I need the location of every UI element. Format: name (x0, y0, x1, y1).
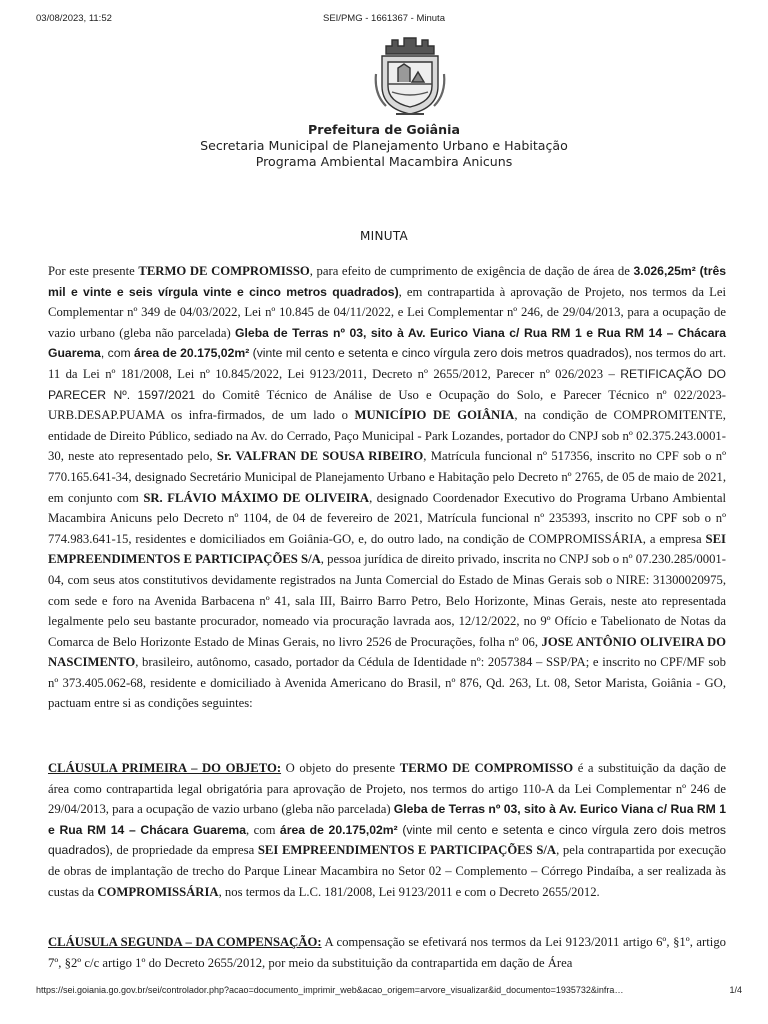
organization-name: Prefeitura de Goiânia (308, 122, 460, 137)
document-url: https://sei.goiania.go.gov.br/sei/controlador.php?acao=documento_imprimir_web&acao_origem=arvore_visualizar&id_documento=1935732&infra… (36, 985, 624, 995)
print-datetime: 03/08/2023, 11:52 (36, 13, 112, 24)
page-number: 1/4 (729, 985, 742, 995)
document-reference: SEI/PMG - 1661367 - Minuta (323, 13, 445, 24)
program-name: Programa Ambiental Macambira Anicuns (255, 154, 513, 169)
print-footer (36, 985, 742, 995)
clause-first-paragraph: CLÁUSULA PRIMEIRA – DO OBJETO: O objeto do presente TERMO DE COMPROMISSO é a substituição da dação de área como contrapartida legal obrigatória para aprovação de Projeto, nos termos do artigo 110-A da Lei Complementar nº 246 de 29/04/2013, para a ocupação de vazio urbano (gleba não parcelada) Gleba de Terras nº 03, sito à Av. Eurico Viana c/ Rua RM 1 e Rua RM 14 – Chácara Guarema, com área de 20.175,02m² (vinte mil cento e setenta e cinco vírgula zero dois metros quadrados), de propriedade da empresa SEI EMPREENDIMENTOS E PARTICIPAÇÕES S/A, pela contrapartida por execução de obras de implantação de trecho do Parque Linear Macambira no Setor 02 – Complemento – Córrego Pindaíba, a ser realizada às custas da COMPROMISSÁRIA, nos termos da L.C. 181/2008, Lei 9123/2011 e com o Decreto 2655/2012. (48, 761, 727, 899)
city-coat-of-arms-icon (372, 34, 448, 118)
clause-first-heading: CLÁUSULA PRIMEIRA – DO OBJETO: (48, 761, 282, 775)
secretariat-name: Secretaria Municipal de Planejamento Urbano e Habitação (200, 138, 568, 153)
preamble-paragraph: Por este presente TERMO DE COMPROMISSO, para efeito de cumprimento de exigência de dação de área de 3.026,25m² (três mil e vinte e seis vírgula vinte e cinco metros quadrados), em contrapartida à aprovação de Projeto, nos termos da Lei Complementar nº 349 de 04/03/2022, Lei nº 10.845 de 04/11/2022, e Lei Complementar nº 246, de 29/04/2013, para a ocupação de vazio urbano (gleba não parcelada) Gleba de Terras nº 03, sito à Av. Eurico Viana c/ Rua RM 1 e Rua RM 14 – Chácara Guarema, com área de 20.175,02m² (vinte mil cento e setenta e cinco vírgula zero dois metros quadrados), nos termos do art. 11 da Lei nº 181/2008, Lei nº 10.845/2022, Lei 9123/2011, Decreto nº 2655/2012, Parecer nº 026/2023 – RETIFICAÇÃO DO PARECER Nº. 1597/2021 do Comitê Técnico de Análise de Uso e Ocupação do Solo, e Parecer Técnico nº 022/2023-URB.DESAP.PUAMA os infra-firmados, de um lado o MUNICÍPIO DE GOIÂNIA, na condição de COMPROMITENTE, entidade de Direito Público, sediado na Av. do Cerrado, Paço Municipal - Park Lozandes, portador do CNPJ sob nº 02.375.243.0001-30, neste ato representado pelo, Sr. VALFRAN DE SOUSA RIBEIRO, Matrícula funcional nº 517356, inscrito no CPF sob o nº 770.165.641-34, designado Secretário Municipal de Planejamento Urbano e Habitação pelo Decreto nº 2765, de 05 de maio de 2021, em conjunto com SR. FLÁVIO MÁXIMO DE OLIVEIRA, designado Coordenador Executivo do Programa Urbano Ambiental Macambira Anicuns pelo Decreto nº 1104, de 04 de fevereiro de 2021, Matrícula funcional nº 235393, inscrito no CPF sob o nº 774.983.641-15, residentes e domiciliados em Goiânia-GO, e, do outro lado, na condição de COMPROMISSÁRIA, a empresa SEI EMPREENDIMENTOS E PARTICIPAÇÕES S/A, pessoa jurídica de direito privado, inscrita no CNPJ sob o nº 07.230.285/0001-04, com seus atos constitutivos devidamente registrados na Junta Comercial do Estado de Minas Gerais sob o NIRE: 31300020975, com sede e foro na Avenida Barbacena nº 41, sala III, Bairro Barro Petro, Belo Horizonte, Minas Gerais, neste ato representada legalmente pelo seu bastante procurador, nomeado via procuração lavrada aos, 12/12/2022, no 9º Ofício e Tabelionato de Notas da Comarca de Belo Horizonte Estado de Minas Gerais, no livro 2526 de Procurações, folha nº 06, JOSE ANTÔNIO OLIVEIRA DO NASCIMENTO, brasileiro, autônomo, casado, portador da Cédula de Identidade nº: 2057384 – SSP/PA; e inscrito no CPF/MF sob nº 373.405.062-68, residente e domiciliado à Avenida Americano do Brasil, nº 876, Qd. 263, Lt. 08, Setor Marista, Goiânia - GO, pactuam entre si as condições seguintes: (48, 264, 727, 711)
clause-second-heading: CLÁUSULA SEGUNDA – DA COMPENSAÇÃO: (48, 935, 322, 949)
document-title: MINUTA (359, 229, 409, 243)
clause-second-paragraph: CLÁUSULA SEGUNDA – DA COMPENSAÇÃO: A compensação se efetivará nos termos da Lei 9123/2011 artigo 6º, §1º, artigo 7º, §2º c/c artigo 1º do Decreto 2655/2012, por meio da substituição da contrapartida em dação de Área (48, 935, 727, 970)
